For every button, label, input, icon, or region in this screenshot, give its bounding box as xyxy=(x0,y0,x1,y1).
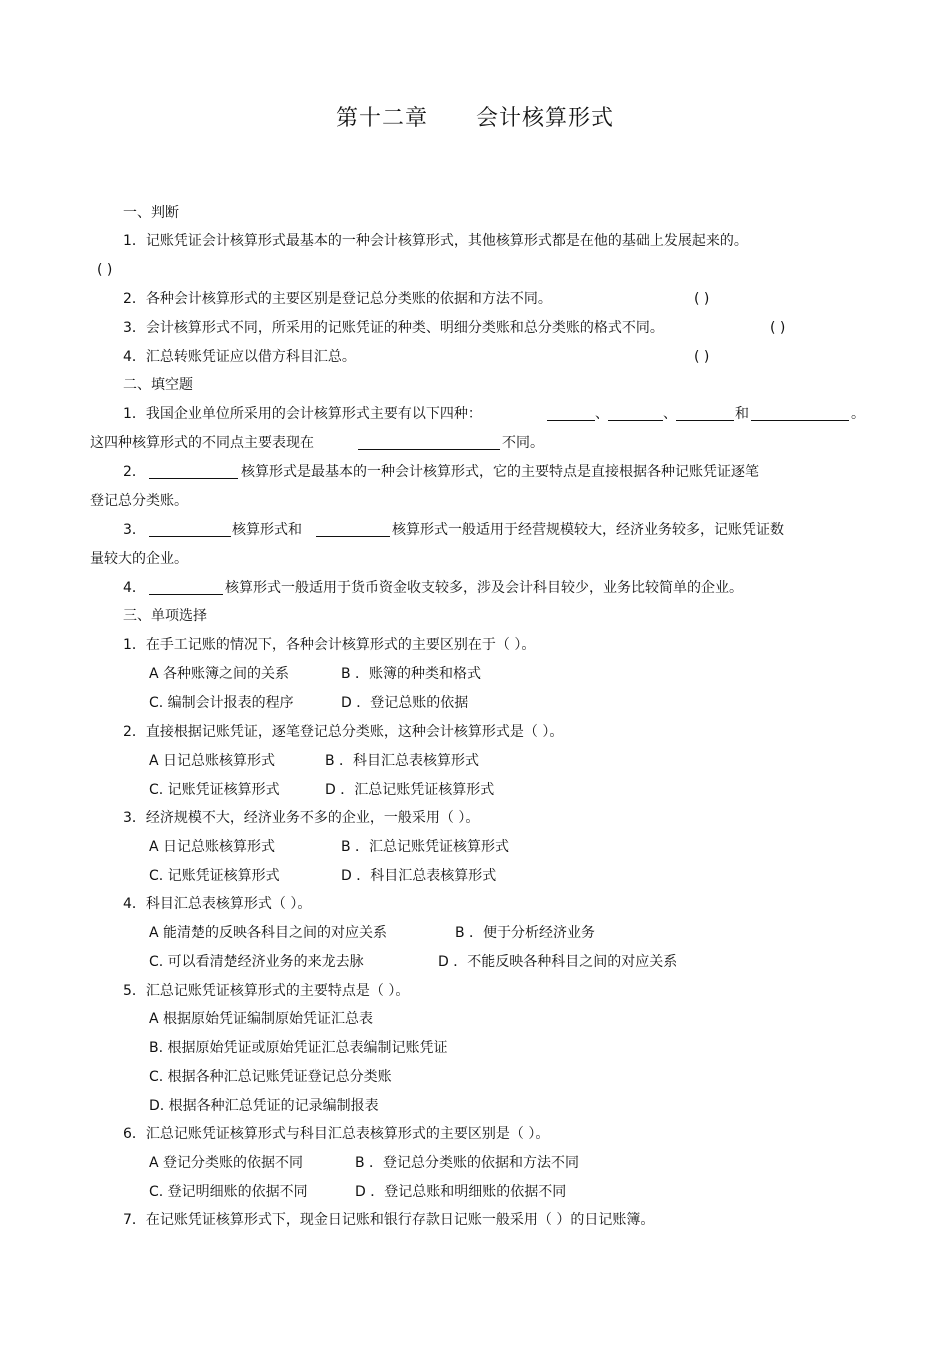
choice-option-a: A 各种账簿之间的关系 xyxy=(149,666,290,682)
choice-option-d: D ．科目汇总表核算形式 xyxy=(341,868,497,884)
choice-option-c: C. 记账凭证核算形式 xyxy=(149,868,280,884)
fill-question-2-text: 核算形式是最基本的一种会计核算形式，它的主要特点是直接根据各种记账凭证逐笔 xyxy=(241,464,759,480)
choice-option-a: A 根据原始凭证编制原始凭证汇总表 xyxy=(149,1011,374,1027)
fill-blank xyxy=(358,449,500,450)
choice-question-1: 1．在手工记账的情况下，各种会计核算形式的主要区别在于（ ）。 xyxy=(123,637,536,653)
judge-question-3: 3．会计核算形式不同，所采用的记账凭证的种类、明细分类账和总分类账的格式不同。 xyxy=(123,320,664,336)
choice-option-a: A 能清楚的反映各科目之间的对应关系 xyxy=(149,925,388,941)
fill-blank xyxy=(608,420,663,421)
separator: 、 xyxy=(595,406,609,422)
choice-option-c: C. 可以看清楚经济业务的来龙去脉 xyxy=(149,954,364,970)
fill-question-1-cont: 这四种核算形式的不同点主要表现在 xyxy=(90,435,314,451)
choice-option-d: D ．不能反映各种科目之间的对应关系 xyxy=(438,954,678,970)
choice-option-d: D. 根据各种汇总凭证的记录编制报表 xyxy=(149,1098,379,1114)
conjunction: 和 xyxy=(735,406,749,422)
choice-question-3: 3．经济规模不大，经济业务不多的企业，一般采用（ ）。 xyxy=(123,810,480,826)
section-heading-judge: 一、判断 xyxy=(123,205,179,221)
choice-question-7: 7．在记账凭证核算形式下，现金日记账和银行存款日记账一般采用（ ）的日记账簿。 xyxy=(123,1212,655,1228)
fill-blank xyxy=(316,536,390,537)
judge-answer-2: ( ) xyxy=(694,291,710,307)
page-title: 第十二章 会计核算形式 xyxy=(336,106,614,131)
question-number: 2． xyxy=(123,464,146,480)
period: 。 xyxy=(851,406,865,422)
fill-question-2-cont: 登记总分类账。 xyxy=(90,493,188,509)
choice-question-6: 6．汇总记账凭证核算形式与科目汇总表核算形式的主要区别是（ ）。 xyxy=(123,1126,550,1142)
judge-question-4: 4．汇总转账凭证应以借方科目汇总。 xyxy=(123,349,356,365)
judge-answer-4: ( ) xyxy=(694,349,710,365)
choice-option-c: C. 编制会计报表的程序 xyxy=(149,695,294,711)
fill-question-1-text: 1．我国企业单位所采用的会计核算形式主要有以下四种： xyxy=(123,406,482,422)
fill-question-4-text: 核算形式一般适用于货币资金收支较多，涉及会计科目较少，业务比较简单的企业。 xyxy=(225,580,743,596)
choice-option-c: C. 登记明细账的依据不同 xyxy=(149,1184,308,1200)
choice-option-b: B ．便于分析经济业务 xyxy=(455,925,596,941)
choice-option-d: D ．登记总账的依据 xyxy=(341,695,469,711)
judge-answer-3: ( ) xyxy=(770,320,786,336)
choice-question-4: 4．科目汇总表核算形式（ ）。 xyxy=(123,896,312,912)
choice-question-5: 5．汇总记账凭证核算形式的主要特点是（ ）。 xyxy=(123,983,410,999)
section-heading-fill: 二、填空题 xyxy=(123,377,193,393)
fill-blank xyxy=(751,420,849,421)
choice-option-d: D ．登记总账和明细账的依据不同 xyxy=(355,1184,567,1200)
fill-blank xyxy=(149,594,223,595)
fill-question-3-cont: 量较大的企业。 xyxy=(90,551,188,567)
choice-option-b: B ．科目汇总表核算形式 xyxy=(325,753,480,769)
choice-option-c: C. 根据各种汇总记账凭证登记总分类账 xyxy=(149,1069,392,1085)
choice-option-d: D ．汇总记账凭证核算形式 xyxy=(325,782,495,798)
fill-blank xyxy=(149,536,231,537)
separator: 、 xyxy=(663,406,677,422)
fill-blank xyxy=(149,478,238,479)
fill-blank xyxy=(547,420,595,421)
judge-answer-1: ( ) xyxy=(97,262,113,278)
fill-blank xyxy=(676,420,734,421)
choice-question-2: 2．直接根据记账凭证，逐笔登记总分类账，这种会计核算形式是（ ）。 xyxy=(123,724,564,740)
question-number: 3． xyxy=(123,522,146,538)
choice-option-b: B ．登记总分类账的依据和方法不同 xyxy=(355,1155,580,1171)
fill-question-3-mid: 核算形式和 xyxy=(232,522,302,538)
choice-option-b: B ．汇总记账凭证核算形式 xyxy=(341,839,510,855)
choice-option-a: A 日记总账核算形式 xyxy=(149,753,276,769)
choice-option-b: B. 根据原始凭证或原始凭证汇总表编制记账凭证 xyxy=(149,1040,448,1056)
judge-question-1: 1．记账凭证会计核算形式最基本的一种会计核算形式，其他核算形式都是在他的基础上发展起来的。 xyxy=(123,233,748,249)
judge-question-2: 2．各种会计核算形式的主要区别是登记总分类账的依据和方法不同。 xyxy=(123,291,552,307)
section-heading-choice: 三、单项选择 xyxy=(123,608,207,624)
fill-question-1-end: 不同。 xyxy=(502,435,544,451)
question-number: 4． xyxy=(123,580,146,596)
choice-option-a: A 登记分类账的依据不同 xyxy=(149,1155,304,1171)
fill-question-3-text: 核算形式一般适用于经营规模较大，经济业务较多，记账凭证数 xyxy=(392,522,784,538)
choice-option-b: B ．账簿的种类和格式 xyxy=(341,666,482,682)
choice-option-a: A 日记总账核算形式 xyxy=(149,839,276,855)
choice-option-c: C. 记账凭证核算形式 xyxy=(149,782,280,798)
